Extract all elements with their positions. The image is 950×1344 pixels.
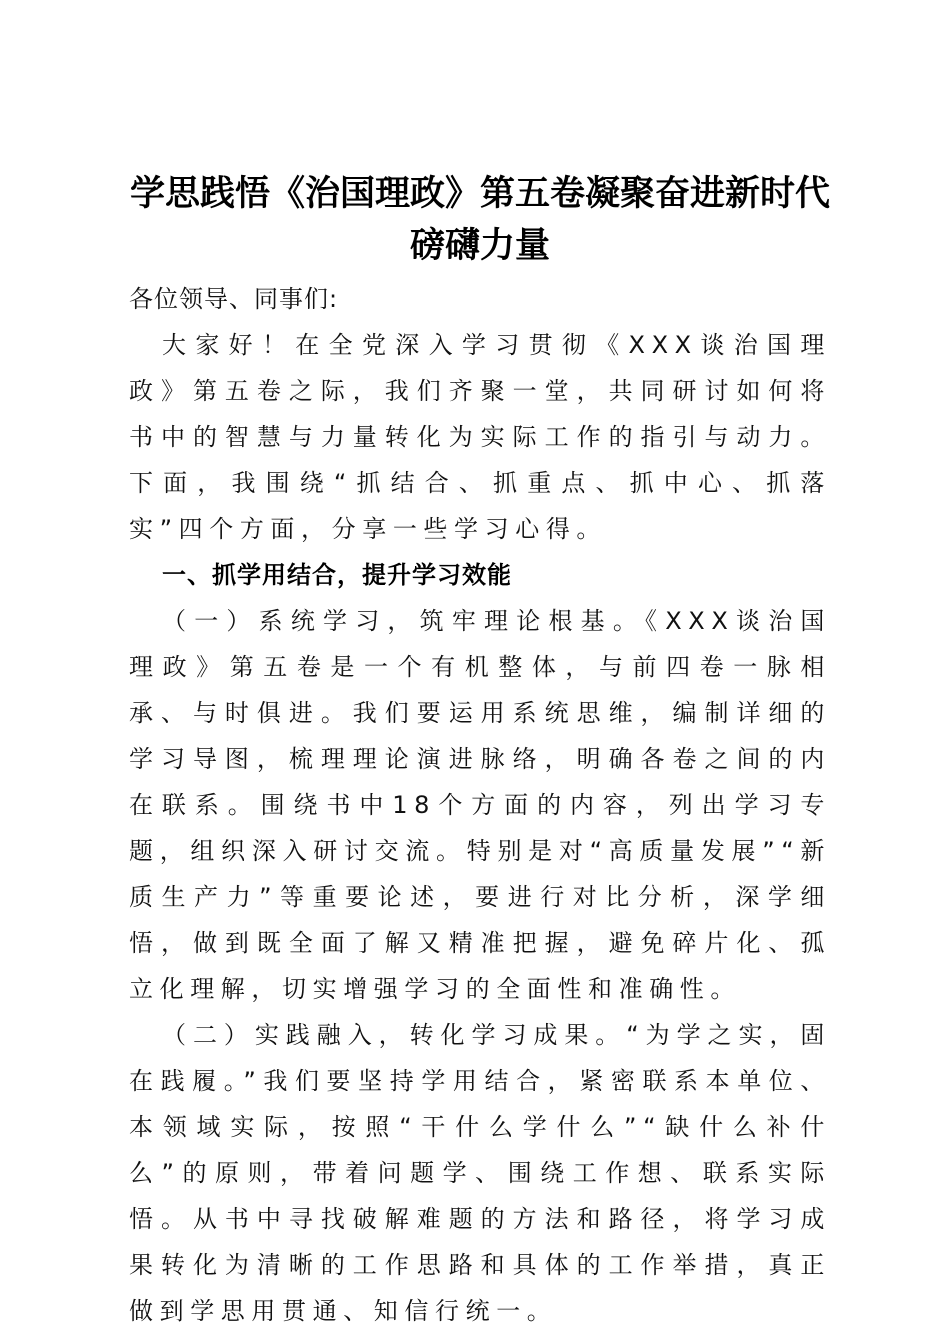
title-line-2: 磅礴力量 bbox=[409, 225, 550, 266]
document-title bbox=[129, 168, 831, 272]
salutation: 各位领导、同事们: bbox=[129, 285, 339, 313]
section1-paragraph-1: （一）系统学习，筑牢理论根基。《XXX谈治国理政》第五卷是一个有机整体，与前四卷一脉相承、与时俱进。我们要运用系统思维，编制详细的学习导图，梳理理论演进脉络，明确各卷之间的内在联系。围绕书中18个方面的内容，列出学习专题，组织深入研讨交流。特别是对“高质量发展”“新质生产力”等重要论述，要进行对比分析，深学细悟，做到既全面了解又精准把握，避免碎片化、孤立化理解，切实增强学习的全面性和准确性。 bbox=[129, 607, 831, 1003]
section-heading-1: 一、抓学用结合，提升学习效能 bbox=[162, 561, 512, 589]
section1-paragraph-2: （二）实践融入，转化学习成果。“为学之实，固在践履。”我们要坚持学用结合，紧密联系本单位、本领域实际，按照“干什么学什么”“缺什么补什么”的原则，带着问题学、围绕工作想、联系实际悟。从书中寻找破解难题的方法和路径，将学习成果转化为清晰的工作思路和具体的工作举措，真正做到学思用贯通、知信行统一。 bbox=[129, 1021, 831, 1325]
document-page bbox=[129, 168, 831, 1334]
title-line-1: 学思践悟《治国理政》第五卷凝聚奋进新时代 bbox=[129, 173, 830, 214]
intro-paragraph: 大家好！在全党深入学习贯彻《XXX谈治国理政》第五卷之际，我们齐聚一堂，共同研讨如何将书中的智慧与力量转化为实际工作的指引与动力。下面，我围绕“抓结合、抓重点、抓中心、抓落实”四个方面，分享一些学习心得。 bbox=[129, 331, 831, 543]
